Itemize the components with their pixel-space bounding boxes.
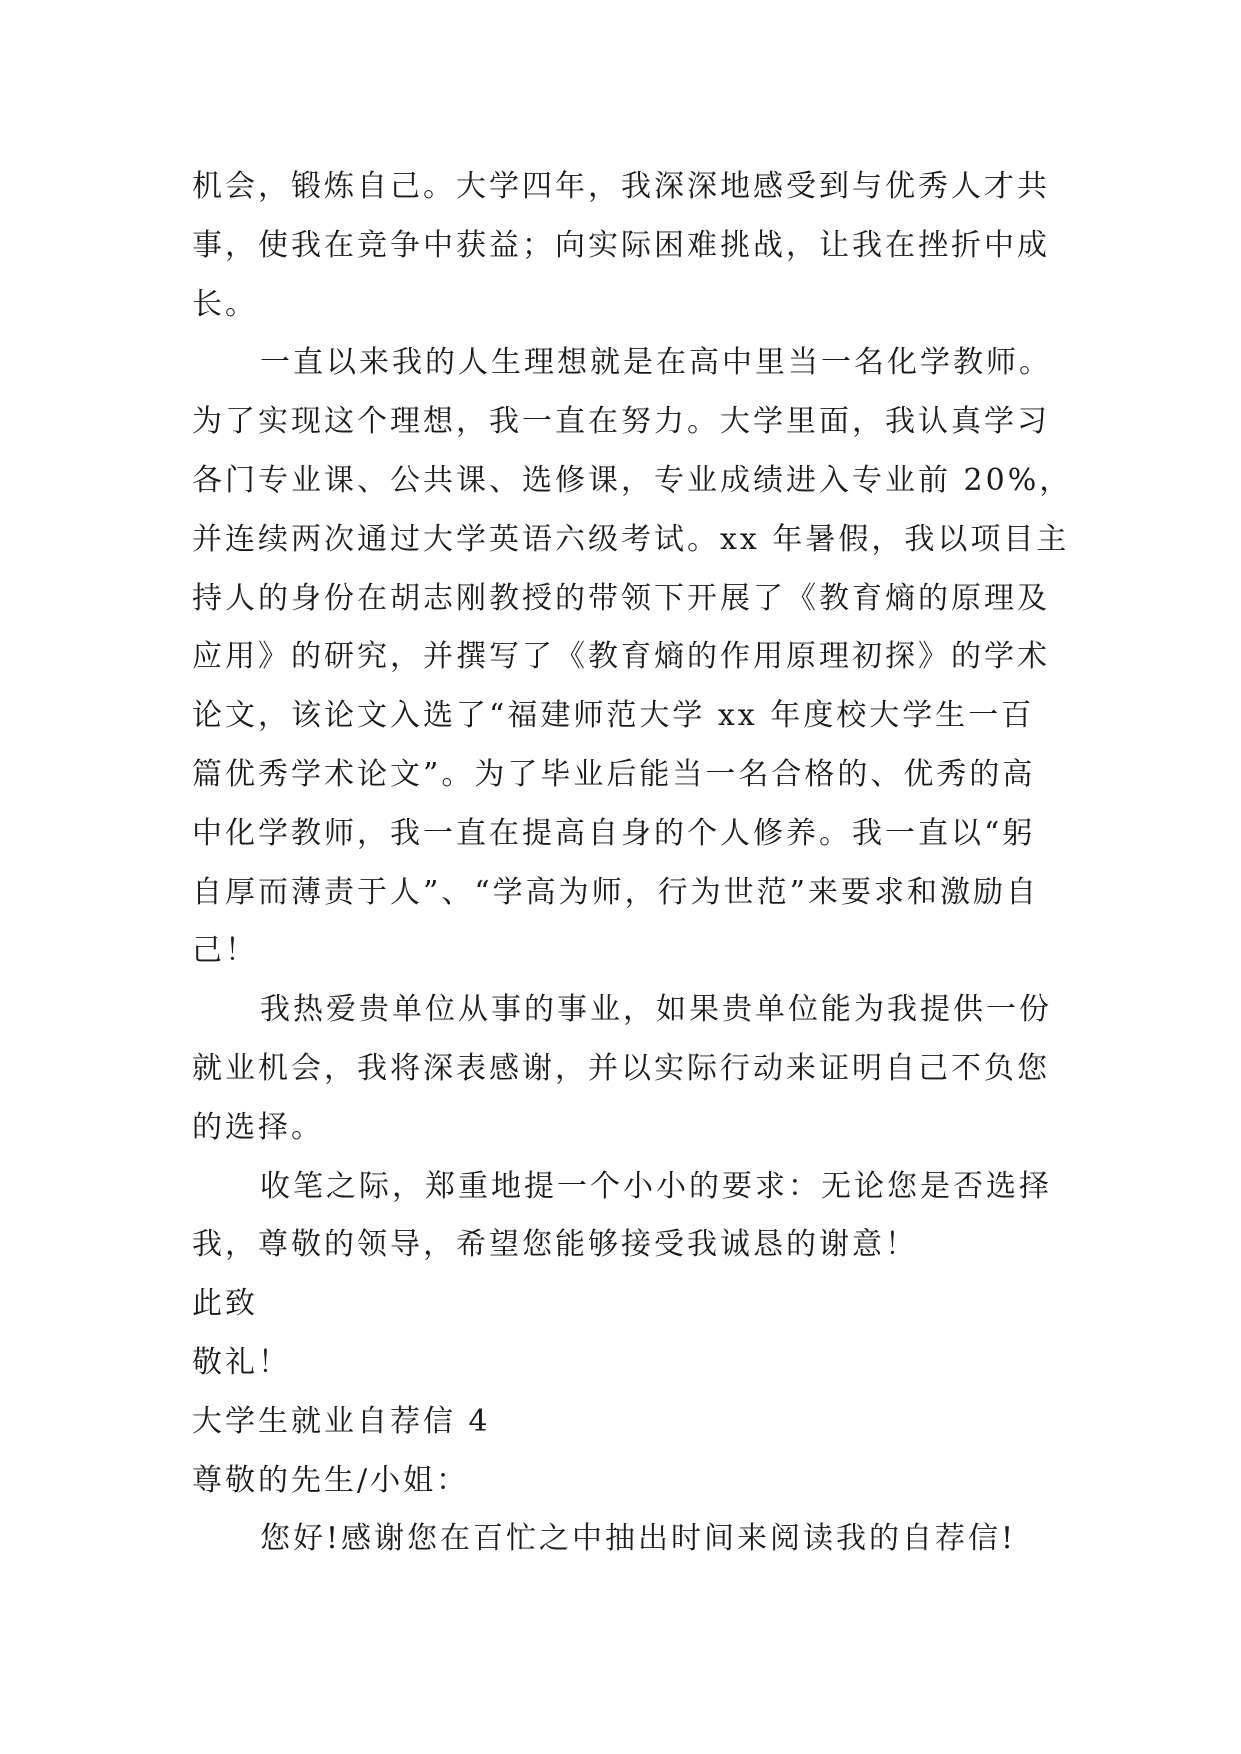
text-line: 您好!感谢您在百忙之中抽出时间来阅读我的自荐信! xyxy=(260,1521,1017,1557)
text-line: 各门专业课、公共课、选修课，专业成绩进入专业前 20%， xyxy=(192,462,1073,498)
closing-salutation: 此致 xyxy=(192,1286,258,1322)
text-line: 自厚而薄责于人”、“学高为师，行为世范”来要求和激励自 xyxy=(192,874,1040,910)
text-line: 应用》的研究，并撰写了《教育熵的作用原理初探》的学术 xyxy=(192,639,1050,675)
text-line: 我热爱贵单位从事的事业，如果贵单位能为我提供一份 xyxy=(260,992,1052,1028)
text-line: 长。 xyxy=(192,286,258,322)
text-line: 中化学教师，我一直在提高自身的个人修养。我一直以“躬 xyxy=(192,815,1036,851)
text-line: 论文，该论文入选了“福建师范大学 xx 年度校大学生一百 xyxy=(192,698,1035,734)
text-line: 并连续两次通过大学英语六级考试。xx 年暑假，我以项目主 xyxy=(192,521,1070,557)
text-line: 一直以来我的人生理想就是在高中里当一名化学教师。 xyxy=(260,345,1052,381)
text-line: 收笔之际，郑重地提一个小小的要求：无论您是否选择 xyxy=(260,1168,1052,1204)
letter-body xyxy=(192,158,1072,1569)
text-line: 篇优秀学术论文”。为了毕业后能当一名合格的、优秀的高 xyxy=(192,756,1036,792)
text-line: 持人的身份在胡志刚教授的带领下开展了《教育熵的原理及 xyxy=(192,580,1050,616)
text-line: 我，尊敬的领导，希望您能够接受我诚恳的谢意！ xyxy=(192,1227,918,1263)
text-line: 己！ xyxy=(192,933,258,969)
text-line: 事，使我在竞争中获益；向实际困难挑战，让我在挫折中成 xyxy=(192,227,1050,263)
text-line: 为了实现这个理想，我一直在努力。大学里面，我认真学习 xyxy=(192,404,1050,440)
greeting: 尊敬的先生/小姐： xyxy=(192,1462,470,1498)
text-line: 就业机会，我将深表感谢，并以实际行动来证明自己不负您 xyxy=(192,1050,1050,1086)
closing-regards: 敬礼！ xyxy=(192,1344,291,1380)
text-line: 的选择。 xyxy=(192,1109,324,1145)
text-line: 机会，锻炼自己。大学四年，我深深地感受到与优秀人才共 xyxy=(192,169,1050,204)
section-title: 大学生就业自荐信 4 xyxy=(192,1403,491,1439)
